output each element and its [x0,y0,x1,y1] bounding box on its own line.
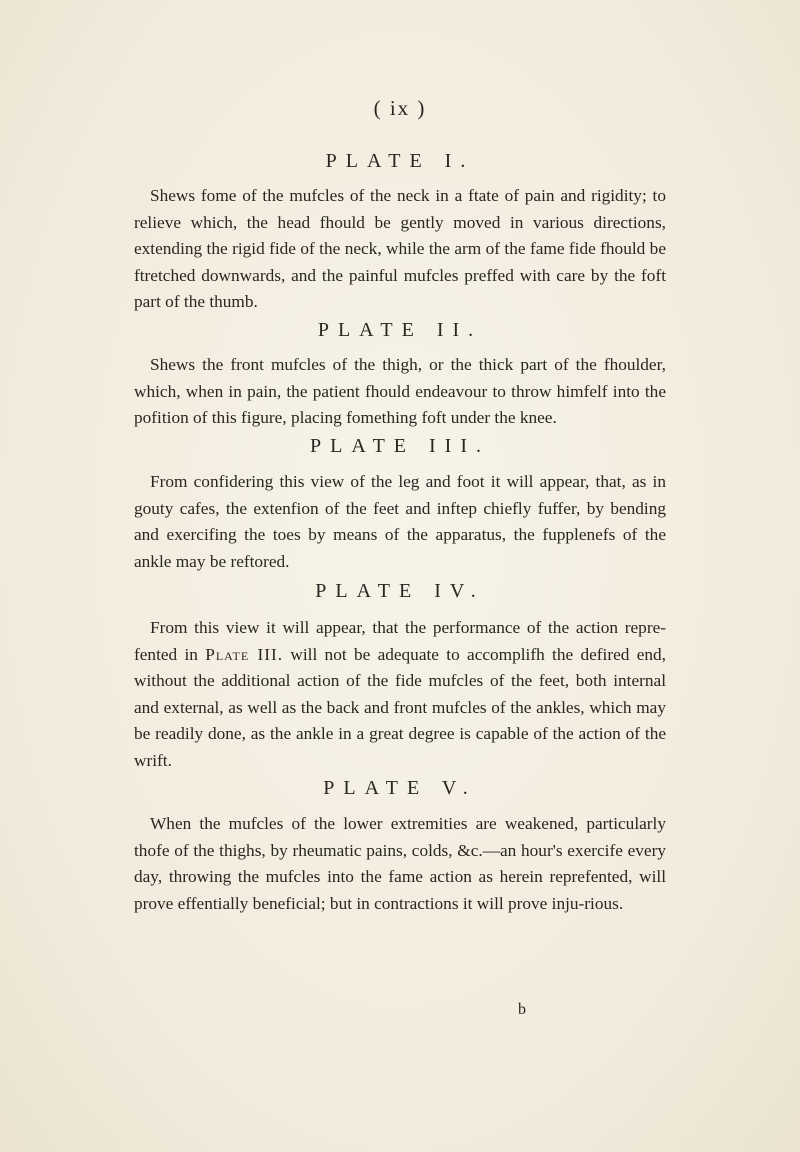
page-number: ( ix ) [373,96,427,120]
plate-1-text: Shews fome of the mufcles of the neck in a ftate of pain and rigidity; to relieve which, the head fhould be gently moved in various directions, extending the rigid fide of the neck, while the arm of the fame fide fhould be ftretched downwards, and the painful mufcles preffed with care by the foft part of the thumb. [134,186,666,311]
plate-4-text [134,615,666,774]
plate-4-text-after: will not be adequate to accomplifh the defired end, without the additional action of the fide mufcles of the feet, both internal and external, as well as the back and front mufcles of the ankles, which may be readily done, as the ankle in a great degree is capable of the action of the wrift. [134,644,666,770]
plate-3-heading: PLATE III. [310,435,490,457]
plate-2-heading: PLATE II. [317,319,483,341]
plate-3-text: From confidering this view of the leg and foot it will appear, that, as in gouty cafes, the extenfion of the feet and inftep chiefly fuffer, by bending and exercifing the toes by means of the apparatus, the fupplenefs of the ankle may be reftored. [134,472,666,571]
plate-3-reference: Plate III. [205,644,284,664]
plate-1-heading: PLATE I. [325,150,475,172]
plate-5-text: When the mufcles of the lower extremities are weakened, particularly thofe of the thighs, by rheumatic pains, colds, &c.—an hour's exercife every day, throwing the mufcles into the fame action as herein reprefented, will prove effentially beneficial; but in contractions it will prove inju-rious. [134,814,666,913]
signature-mark: b [518,1001,526,1018]
plate-5-heading: PLATE V. [323,777,477,799]
plate-4-text-before: From this view it will appear, that the performance of the action repre-fented in [134,618,666,664]
plate-2-text: Shews the front mufcles of the thigh, or the thick part of the fhoulder, which, when in pain, the patient fhould endeavour to throw himfelf into the pofition of this figure, placing fomething foft under the knee. [134,355,666,427]
plate-4-heading: PLATE IV. [315,580,485,602]
